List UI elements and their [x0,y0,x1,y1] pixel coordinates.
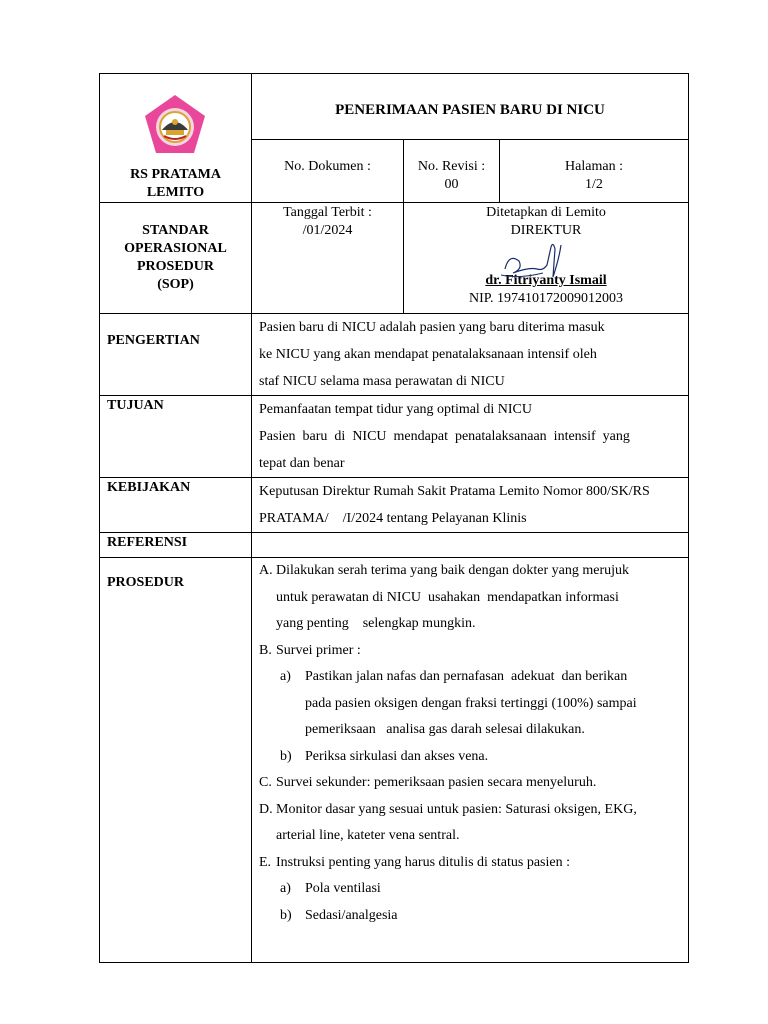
signature-icon [499,239,579,287]
marker: a) [280,881,291,896]
prosedur-line: Instruksi penting yang harus ditulis di status pasien : [276,854,570,870]
pengertian-line: Pasien baru di NICU adalah pasien yang baru diterima masuk [259,320,605,335]
sop-table [99,73,689,963]
sop-type-cell [100,203,252,314]
page-value: 1/2 [585,176,603,192]
kebijakan-label: KEBIJAKAN [100,478,252,533]
prosedur-text [252,558,689,963]
page-label: Halaman : [565,158,623,174]
document-title: PENERIMAAN PASIEN BARU DI NICU [252,74,689,140]
hospital-name-line2: LEMITO [146,185,205,200]
prosedur-line: yang penting selengkap mungkin. [276,616,476,631]
director-text: DIREKTUR [510,223,582,238]
marker: D. [259,801,273,817]
sop-line3: PROSEDUR [136,259,214,274]
marker: B. [259,642,272,658]
tujuan-line: tepat dan benar [259,456,345,471]
prosedur-item-b [259,638,682,771]
prosedur-line: pemeriksaan analisa gas darah selesai dilakukan. [305,722,585,737]
page-cell [500,139,689,202]
prosedur-line: Dilakukan serah terima yang baik dengan dokter yang merujuk [276,563,629,578]
sop-line4: (SOP) [157,277,194,292]
tujuan-label: TUJUAN [100,396,252,478]
prosedur-line: Periksa sirkulasi dan akses vena. [305,748,489,764]
revision-label: No. Revisi : [417,158,486,174]
doc-number-cell [252,139,404,202]
referensi-label: REFERENSI [100,533,252,558]
prosedur-subitem [259,876,682,903]
prosedur-item-e [259,850,682,930]
hospital-logo [100,74,251,166]
prosedur-line: arterial line, kateter vena sentral. [276,828,460,843]
kebijakan-line: Keputusan Direktur Rumah Sakit Pratama Lemito Nomor 800/SK/RS [259,484,650,499]
approval-cell [404,203,689,314]
prosedur-item-d [259,797,682,850]
doc-number-label: No. Dokumen : [284,158,371,174]
kebijakan-text [252,478,689,533]
marker: E. [259,854,272,870]
prosedur-subitem [259,903,682,930]
pengertian-text [252,314,689,396]
kebijakan-line: PRATAMA/ /I/2024 tentang Pelayanan Klinis [259,511,527,526]
prosedur-item-c [259,770,682,797]
marker: b) [280,907,292,923]
sop-line2: OPERASIONAL [124,241,227,256]
marker: b) [280,748,292,764]
prosedur-subitem [259,664,682,744]
set-at-text: Ditetapkan di Lemito [486,205,606,220]
hospital-name-line1: RS PRATAMA [130,167,221,182]
marker: A. [259,563,273,578]
tujuan-text [252,396,689,478]
pengertian-label: PENGERTIAN [100,314,252,396]
revision-value: 00 [444,176,459,192]
prosedur-line: Pola ventilasi [305,881,381,896]
hospital-cell [100,74,252,203]
tujuan-line: Pasien baru di NICU mendapat penatalaksanaan intensif yang [259,429,630,444]
pengertian-line: ke NICU yang akan mendapat penatalaksanaan intensif oleh [259,347,597,362]
referensi-text [252,533,689,558]
signer-name: dr. Fitriyanty Ismail [485,273,607,288]
prosedur-line: Monitor dasar yang sesuai untuk pasien: Saturasi oksigen, EKG, [276,801,637,817]
prosedur-line: Sedasi/analgesia [305,907,398,923]
issued-date-cell [252,203,404,314]
prosedur-subitem [259,744,682,771]
prosedur-line: Survei primer : [276,642,361,658]
signer-nip: NIP. 197410172009012003 [468,291,623,306]
prosedur-line: pada pasien oksigen dengan fraksi tertinggi (100%) sampai [305,695,637,711]
issued-label: Tanggal Terbit : [283,205,372,220]
marker: C. [259,775,272,790]
prosedur-line: untuk perawatan di NICU usahakan mendapatkan informasi [276,589,619,605]
revision-cell [404,139,500,202]
tujuan-line: Pemanfaatan tempat tidur yang optimal di NICU [259,402,532,417]
issued-value: /01/2024 [302,223,353,238]
hospital-logo-icon [142,92,208,158]
prosedur-line: Survei sekunder: pemeriksaan pasien secara menyeluruh. [276,775,597,790]
prosedur-label: PROSEDUR [100,558,252,963]
pengertian-line: staf NICU selama masa perawatan di NICU [259,374,505,389]
sop-line1: STANDAR [142,223,209,238]
prosedur-line: Pastikan jalan nafas dan pernafasan adekuat dan berikan [305,669,628,684]
marker: a) [280,669,291,684]
prosedur-item-a [259,558,682,638]
